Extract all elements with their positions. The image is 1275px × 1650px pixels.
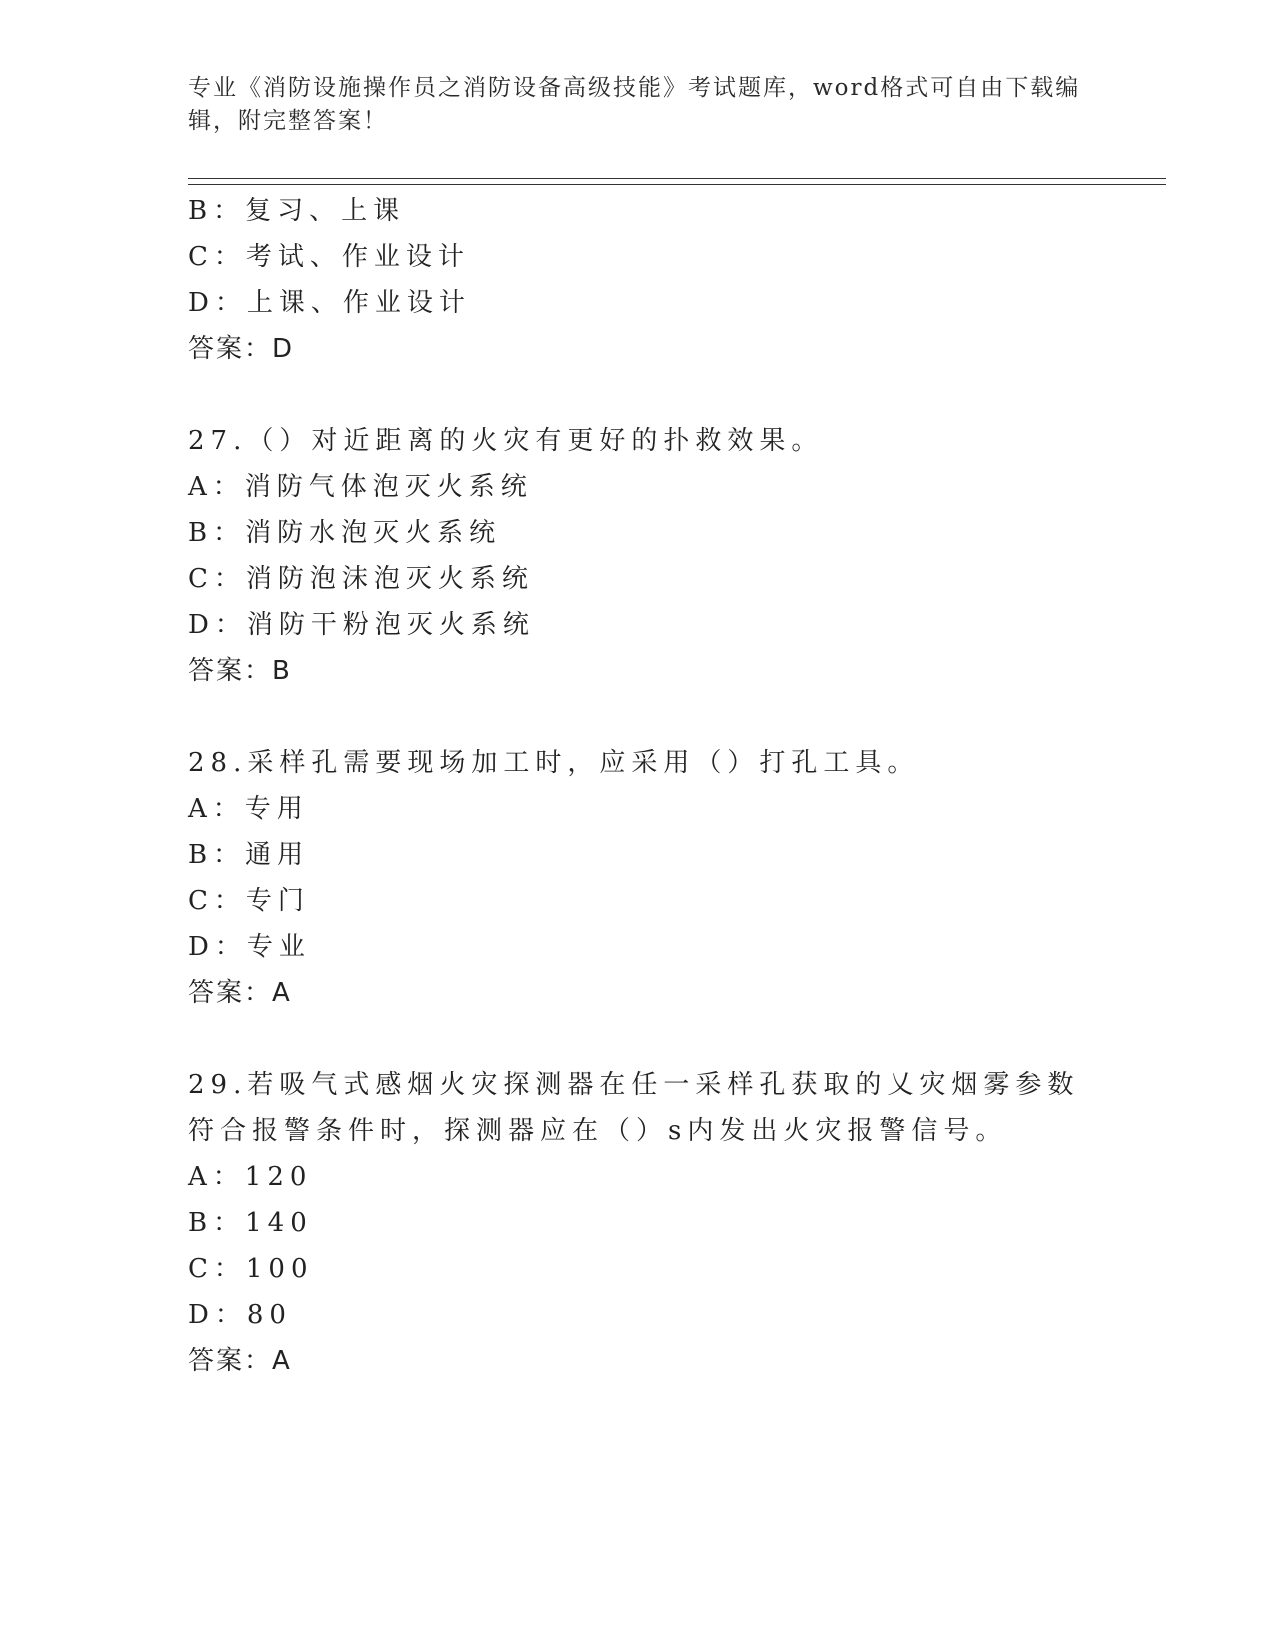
option-c: C：消防泡沫泡灭火系统 (188, 564, 534, 594)
spacer (188, 694, 1088, 740)
answer-line: 答案：A (188, 978, 292, 1008)
option-b: B：复习、上课 (188, 196, 406, 226)
option-a: A：消防气体泡灭火系统 (188, 472, 533, 502)
option-c: C：考试、作业设计 (188, 242, 470, 272)
option-b: B：140 (188, 1208, 313, 1238)
spacer (188, 1016, 1088, 1062)
question-27 (188, 418, 1088, 694)
question-28 (188, 740, 1088, 1016)
header-divider (188, 178, 1166, 185)
spacer (188, 372, 1088, 418)
option-b: B：消防水泡灭火系统 (188, 518, 502, 548)
answer-line: 答案：B (188, 656, 292, 686)
answer-line: 答案：A (188, 1346, 292, 1376)
answer-line: 答案：D (188, 334, 295, 364)
continued-question (188, 188, 1088, 372)
option-c: C：100 (188, 1254, 314, 1284)
question-stem: 29.若吸气式感烟火灾探测器在任一采样孔获取的乂灾烟雾参数符合报警条件时，探测器应在（）s内发出火灾报警信号。 (188, 1070, 1080, 1146)
option-b: B：通用 (188, 840, 310, 870)
question-stem: 27.（）对近距离的火灾有更好的扑救效果。 (188, 426, 824, 456)
option-d: D：消防干粉泡灭火系统 (188, 610, 535, 640)
question-29 (188, 1062, 1088, 1384)
option-c: C：专门 (188, 886, 310, 916)
question-stem: 28.采样孔需要现场加工时，应采用（）打孔工具。 (188, 748, 920, 778)
question-content (188, 188, 1088, 1384)
option-d: D：上课、作业设计 (188, 288, 471, 318)
option-a: A：120 (188, 1162, 313, 1192)
option-d: D：80 (188, 1300, 292, 1330)
option-a: A：专用 (188, 794, 309, 824)
option-d: D：专业 (188, 932, 311, 962)
page-header: 专业《消防设施操作员之消防设备高级技能》考试题库，word格式可自由下载编辑，附完整答案！ (188, 75, 1081, 134)
